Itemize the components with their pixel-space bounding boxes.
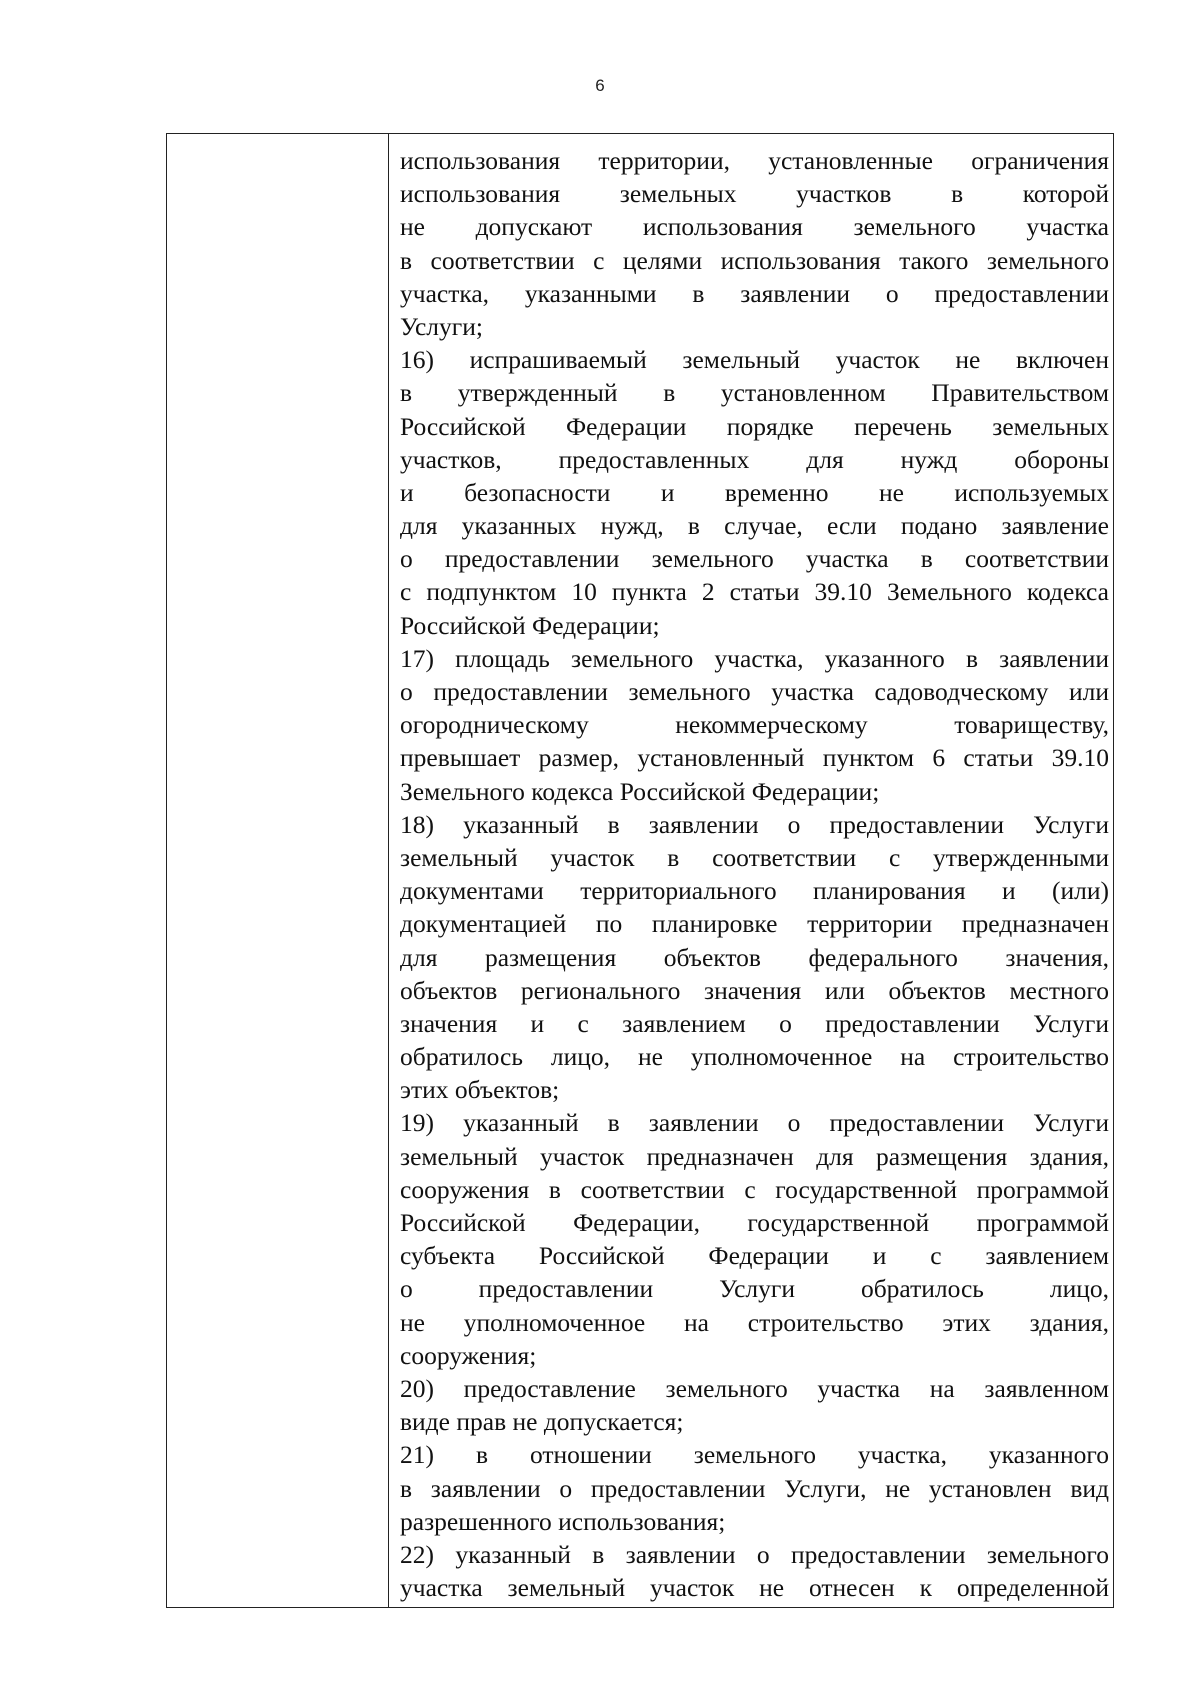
text-line: участка, указанными в заявлении о предоставлении [400, 278, 1109, 308]
table-right-cell [390, 134, 1113, 1607]
text-line: использования территории, установленные ограничения [400, 146, 1109, 175]
text-line: 16) испрашиваемый земельный участок не включен [400, 345, 1109, 375]
text-line: и безопасности и временно не используемых [400, 477, 1109, 507]
document-table [166, 133, 1114, 1608]
text-line: виде прав не допускается; [400, 1407, 684, 1437]
text-line: документацией по планировке территории предназначен [400, 909, 1109, 939]
text-line: этих объектов; [400, 1075, 560, 1105]
text-line: не допускают использования земельного участка [400, 212, 1109, 242]
text-line: Российской Федерации порядке перечень земельных [400, 411, 1109, 441]
text-line: Земельного кодекса Российской Федерации; [400, 776, 880, 806]
text-line: не уполномоченное на строительство этих здания, [400, 1307, 1109, 1337]
text-line: земельный участок предназначен для размещения здания, [400, 1141, 1109, 1171]
text-line: в соответствии с целями использования такого земельного [400, 245, 1109, 275]
text-line: для указанных нужд, в случае, если подано заявление [400, 511, 1109, 541]
page-number: 6 [595, 76, 605, 95]
text-line: 18) указанный в заявлении о предоставлении Услуги [400, 809, 1109, 839]
text-line: 17) площадь земельного участка, указанного в заявлении [400, 643, 1109, 673]
text-line: в утвержденный в установленном Правительством [400, 378, 1109, 408]
text-line: 19) указанный в заявлении о предоставлении Услуги [400, 1108, 1109, 1138]
text-line: разрешенного использования; [400, 1506, 726, 1536]
text-line: сооружения; [400, 1340, 537, 1370]
text-line: земельный участок в соответствии с утвержденными [400, 842, 1109, 872]
text-line: для размещения объектов федерального значения, [400, 942, 1109, 972]
text-line: обратилось лицо, не уполномоченное на строительство [400, 1042, 1109, 1072]
text-line: о предоставлении Услуги обратилось лицо, [400, 1274, 1109, 1304]
text-line: сооружения в соответствии с государственной программой [400, 1174, 1109, 1204]
text-line: Российской Федерации, государственной программой [400, 1208, 1109, 1237]
text-line: огородническому некоммерческому товариществу, [400, 710, 1109, 740]
text-line: значения и с заявлением о предоставлении Услуги [400, 1008, 1109, 1038]
text-line: 22) указанный в заявлении о предоставлении земельного [400, 1539, 1109, 1569]
text-line: участка земельный участок не отнесен к определенной [400, 1573, 1109, 1603]
text-line: участков, предоставленных для нужд обороны [400, 444, 1109, 474]
text-line: использования земельных участков в которой [400, 179, 1109, 209]
text-line: субъекта Российской Федерации и с заявлением [400, 1241, 1109, 1271]
text-line: в заявлении о предоставлении Услуги, не установлен вид [400, 1473, 1109, 1503]
text-line: Услуги; [400, 311, 483, 341]
text-line: с подпунктом 10 пункта 2 статьи 39.10 Земельного кодекса [400, 577, 1109, 607]
text-line: объектов регионального значения или объектов местного [400, 975, 1109, 1005]
text-line: Российской Федерации; [400, 610, 660, 640]
text-line: о предоставлении земельного участка в соответствии [400, 544, 1109, 574]
table-left-cell [167, 134, 389, 1607]
text-line: 20) предоставление земельного участка на заявленном [400, 1373, 1109, 1403]
text-line: документами территориального планирования и (или) [400, 876, 1109, 906]
text-line: превышает размер, установленный пунктом 6 статьи 39.10 [400, 743, 1109, 773]
text-line: 21) в отношении земельного участка, указанного [400, 1440, 1109, 1470]
text-line: о предоставлении земельного участка садоводческому или [400, 677, 1109, 706]
